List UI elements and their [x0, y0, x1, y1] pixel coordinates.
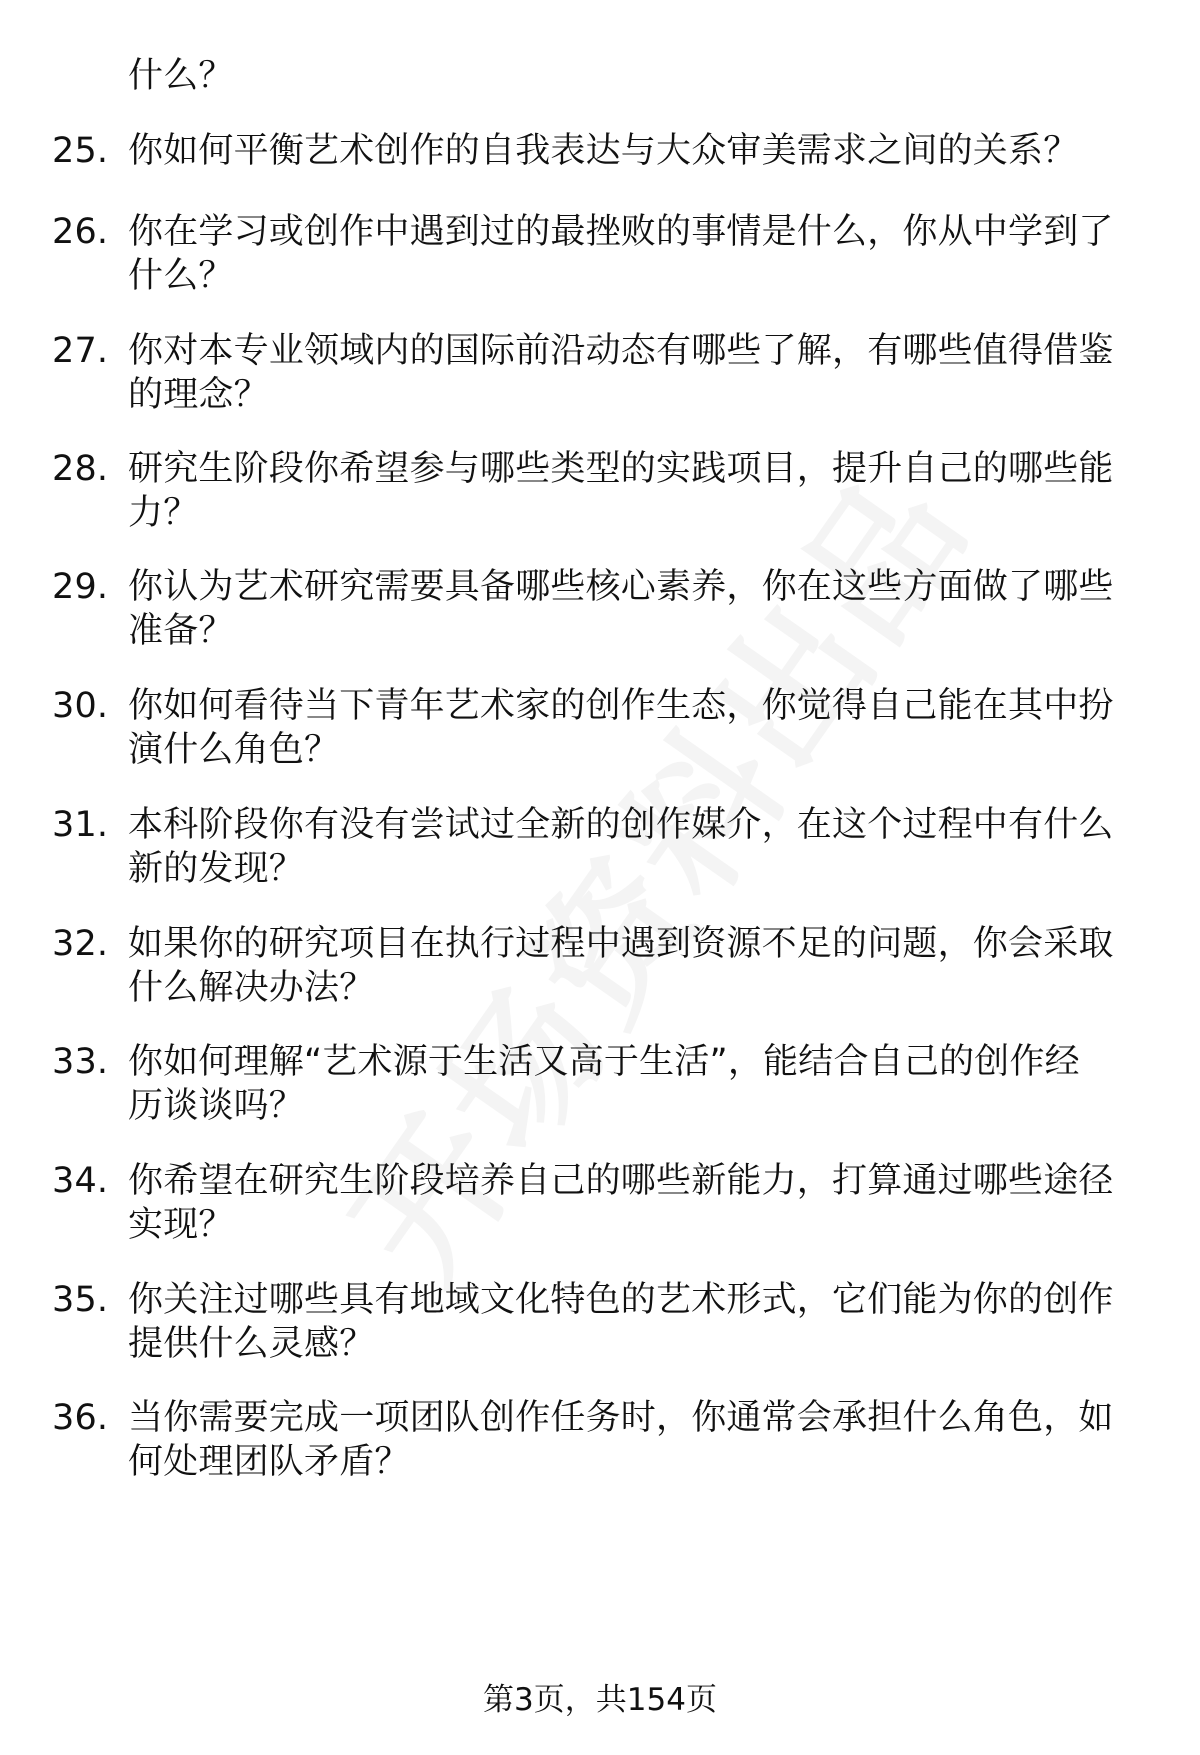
question-text: 提供什么灵感？ — [128, 1324, 375, 1364]
question-text: 你如何理解“艺术源于生活又高于生活”，能结合自己的创作经 — [128, 1042, 1080, 1082]
page-footer: 第3页，共154页 — [483, 1682, 717, 1718]
question-text: 本科阶段你有没有尝试过全新的创作媒介，在这个过程中有什么 — [128, 805, 1114, 845]
question-number: 26. — [52, 212, 109, 252]
question-text: 何处理团队矛盾？ — [128, 1442, 410, 1482]
question-number: 25. — [52, 131, 109, 171]
question-text: 当你需要完成一项团队创作任务时，你通常会承担什么角色，如 — [128, 1398, 1114, 1438]
question-text: 什么？ — [128, 256, 234, 296]
question-text: 如果你的研究项目在执行过程中遇到资源不足的问题，你会采取 — [128, 924, 1114, 964]
question-number: 35. — [52, 1280, 109, 1320]
question-text: 演什么角色？ — [128, 730, 340, 770]
question-text: 你如何平衡艺术创作的自我表达与大众审美需求之间的关系？ — [128, 131, 1079, 171]
question-text: 历谈谈吗？ — [128, 1086, 305, 1126]
question-number: 34. — [52, 1161, 109, 1201]
question-text: 实现？ — [128, 1205, 234, 1245]
question-number: 36. — [52, 1398, 109, 1438]
question-number: 31. — [52, 805, 109, 845]
question-number: 27. — [52, 331, 109, 371]
continuation-text: 什么？ — [128, 56, 234, 96]
question-number: 29. — [52, 567, 109, 607]
question-text: 准备？ — [128, 611, 234, 651]
question-text: 你关注过哪些具有地域文化特色的艺术形式，它们能为你的创作 — [128, 1280, 1114, 1320]
question-text: 你希望在研究生阶段培养自己的哪些新能力，打算通过哪些途径 — [128, 1161, 1114, 1201]
question-text: 力？ — [128, 493, 199, 533]
question-number: 33. — [52, 1042, 109, 1082]
question-text: 的理念？ — [128, 375, 269, 415]
question-text: 你对本专业领域内的国际前沿动态有哪些了解，有哪些值得借鉴 — [128, 331, 1114, 371]
question-text: 你认为艺术研究需要具备哪些核心素养，你在这些方面做了哪些 — [128, 567, 1114, 607]
question-number: 30. — [52, 686, 109, 726]
question-text: 什么解决办法？ — [128, 968, 375, 1008]
question-text: 你如何看待当下青年艺术家的创作生态，你觉得自己能在其中扮 — [128, 686, 1114, 726]
question-text: 新的发现？ — [128, 849, 305, 889]
question-number: 28. — [52, 449, 109, 489]
question-number: 32. — [52, 924, 109, 964]
question-text: 你在学习或创作中遇到过的最挫败的事情是什么，你从中学到了 — [128, 212, 1114, 252]
question-text: 研究生阶段你希望参与哪些类型的实践项目，提升自己的哪些能 — [128, 449, 1114, 489]
